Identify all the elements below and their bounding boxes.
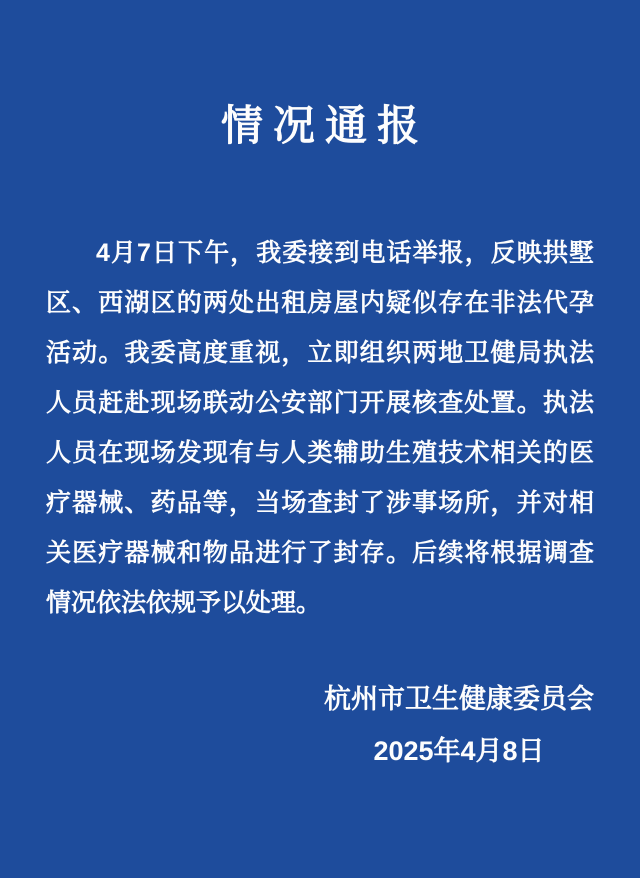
notice-title: 情况通报 [220, 102, 429, 149]
body-line: 人员赶赴现场联动公安部门开展核查处置。执法 [46, 389, 594, 417]
body-line: 疗器械、药品等，当场查封了涉事场所，并对相 [46, 489, 594, 517]
body-line: 4月7日下午，我委接到电话举报，反映拱墅 [96, 239, 594, 267]
notice-date: 2025年4月8日 [373, 736, 545, 766]
body-line: 人员在现场发现有与人类辅助生殖技术相关的医 [46, 439, 594, 467]
body-line: 活动。我委高度重视，立即组织两地卫健局执法 [46, 339, 594, 367]
body-line: 情况依法依规予以处理。 [46, 589, 322, 617]
body-line: 区、西湖区的两处出租房屋内疑似存在非法代孕 [46, 289, 594, 317]
body-line: 关医疗器械和物品进行了封存。后续将根据调查 [46, 539, 594, 567]
notice-body [0, 228, 640, 628]
notice-signature: 杭州市卫生健康委员会 [324, 684, 594, 714]
signature-block [324, 682, 594, 768]
